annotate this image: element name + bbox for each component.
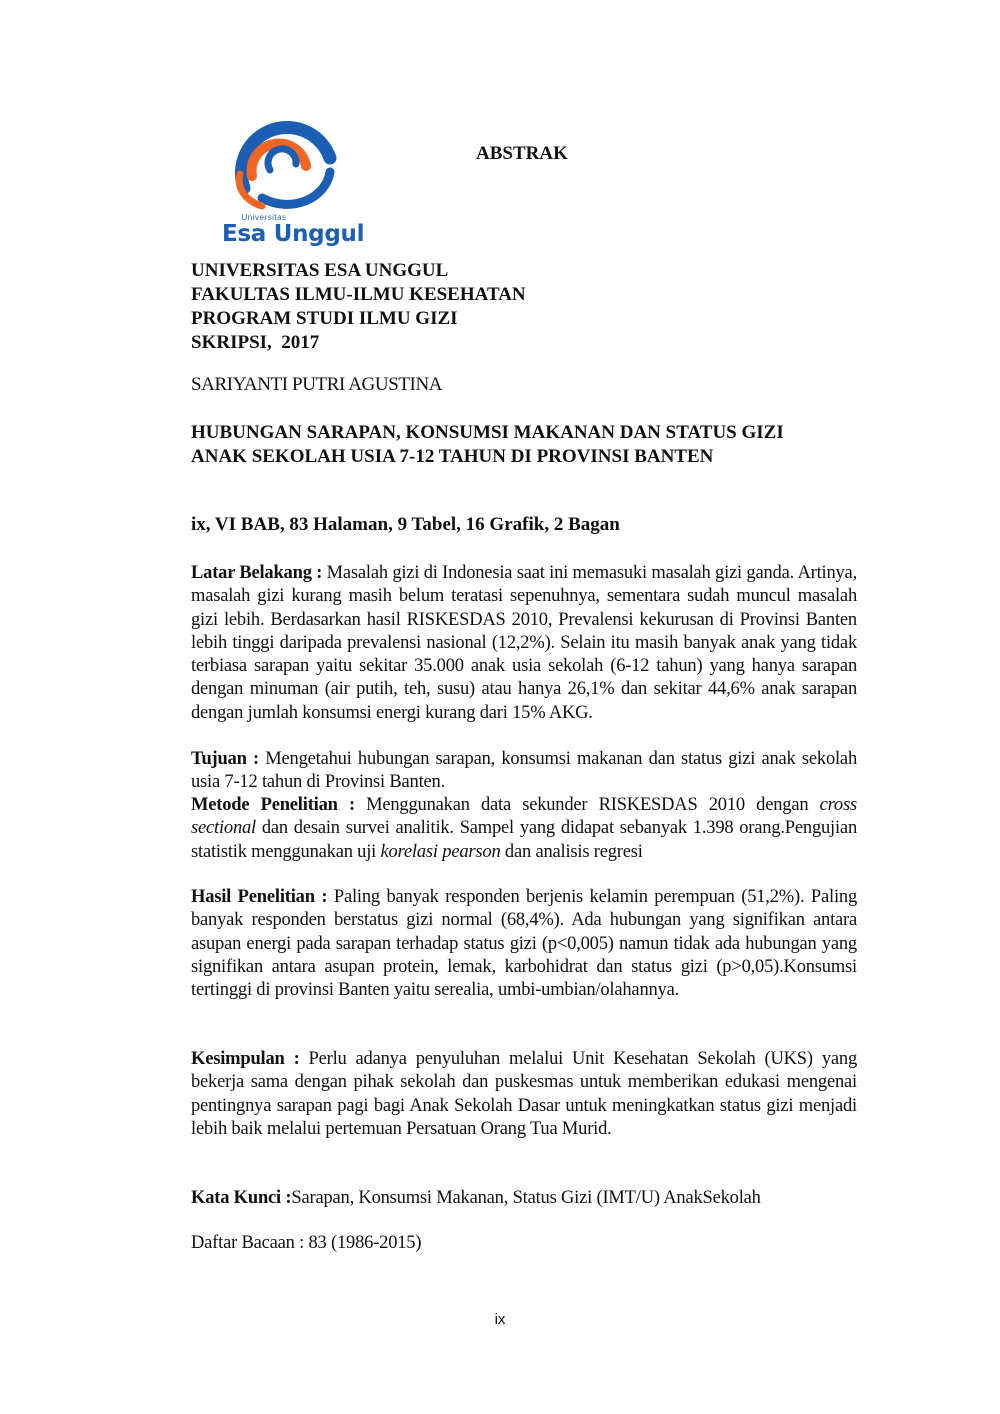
page-number: ix [494,1311,506,1328]
section-text: Menggunakan data sekunder RISKESDAS 2010 dengan [354,795,820,815]
section-hasil-penelitian [191,886,857,1002]
section-italic-term: cross sectional [191,795,857,839]
section-tujuan [191,748,857,795]
section-italic-term: korelasi pearson [380,841,501,862]
section-kata-kunci [191,1187,857,1210]
section-daftar-bacaan: Daftar Bacaan : 83 (1986-2015) [191,1233,422,1253]
section-text: dan desain survei analitik. Sampel yang didapat sebanyak 1.398 orang.Pengujian statistik menggunakan uji [191,818,857,862]
document-meta: ix, VI BAB, 83 Halaman, 9 Tabel, 16 Grafik, 2 Bagan [191,514,620,535]
thesis-title [191,421,851,469]
thesis-year: SKRIPSI, 2017 [191,332,320,353]
section-text: Masalah gizi di Indonesia saat ini memasuki masalah gizi ganda. Artinya, masalah gizi kurang masih belum teratasi sepenuhnya, sementara sudah muncul masalah gizi lebih. Berdasarkan hasil RISKESDAS 2010, Prevalensi kekurusan di Provinsi Banten lebih tinggi daripada prevalensi nasional (12,2%). Selain itu masih banyak anak yang tidak terbiasa sarapan yaitu sekitar 35.000 anak usia sekolah (6-12 tahun) yang hanya sarapan dengan minuman (air putih, teh, susu) atau hanya 26,1% dan sekitar 44,6% anak sarapan dengan jumlah konsumsi energi kurang dari 15% AKG. [191,563,857,723]
section-kesimpulan [191,1048,857,1141]
institution-block [191,259,526,355]
section-label: Metode Penelitian : [191,795,355,815]
section-label: Kata Kunci : [191,1188,292,1208]
thesis-title-line-1: HUBUNGAN SARAPAN, KONSUMSI MAKANAN DAN STATUS GIZI [191,422,784,443]
section-label: Hasil Penelitian : [191,887,328,907]
section-text: Sarapan, Konsumsi Makanan, Status Gizi (IMT/U) AnakSekolah [291,1188,761,1208]
section-text: Paling banyak responden berjenis kelamin perempuan (51,2%). Paling banyak responden berstatus gizi normal (68,4%). Ada hubungan yang signifikan antara asupan energi pada sarapan terhadap status gizi (p<0,005) namun tidak ada hubungan yang signifikan antara asupan protein, lemak, karbohidrat dan status gizi (p>0,05).Konsumsi tertinggi di provinsi Banten yaitu serealia, umbi-umbian/olahannya. [191,887,857,1001]
program-name: PROGRAM STUDI ILMU GIZI [191,308,458,329]
section-label: Tujuan : [191,749,259,769]
thesis-title-line-2: ANAK SEKOLAH USIA 7-12 TAHUN DI PROVINSI BANTEN [191,446,714,467]
section-metode-penelitian [191,794,857,864]
author-name: SARIYANTI PUTRI AGUSTINA [191,374,443,395]
faculty-name: FAKULTAS ILMU-ILMU KESEHATAN [191,284,526,305]
section-text: Mengetahui hubungan sarapan, konsumsi makanan dan status gizi anak sekolah usia 7-12 tahun di Provinsi Banten. [191,749,857,793]
section-latar-belakang [191,562,857,725]
section-label: Kesimpulan : [191,1049,300,1069]
logo-swirl-icon [222,118,362,218]
university-name: UNIVERSITAS ESA UNGGUL [191,260,449,281]
page-title: ABSTRAK [476,143,568,164]
section-label: Latar Belakang : [191,563,323,583]
section-text: Perlu adanya penyuluhan melalui Unit Kesehatan Sekolah (UKS) yang bekerja sama dengan pihak sekolah dan puskesmas untuk memberikan edukasi mengenai pentingnya sarapan pagi bagi Anak Sekolah Dasar untuk meningkatkan status gizi menjadi lebih baik melalui pertemuan Persatuan Orang Tua Murid. [191,1049,857,1139]
university-logo [222,118,365,253]
section-text: dan analisis regresi [500,841,643,862]
logo-small-text: Universitas [241,213,287,222]
logo-wordmark: Esa Unggul [222,221,365,247]
